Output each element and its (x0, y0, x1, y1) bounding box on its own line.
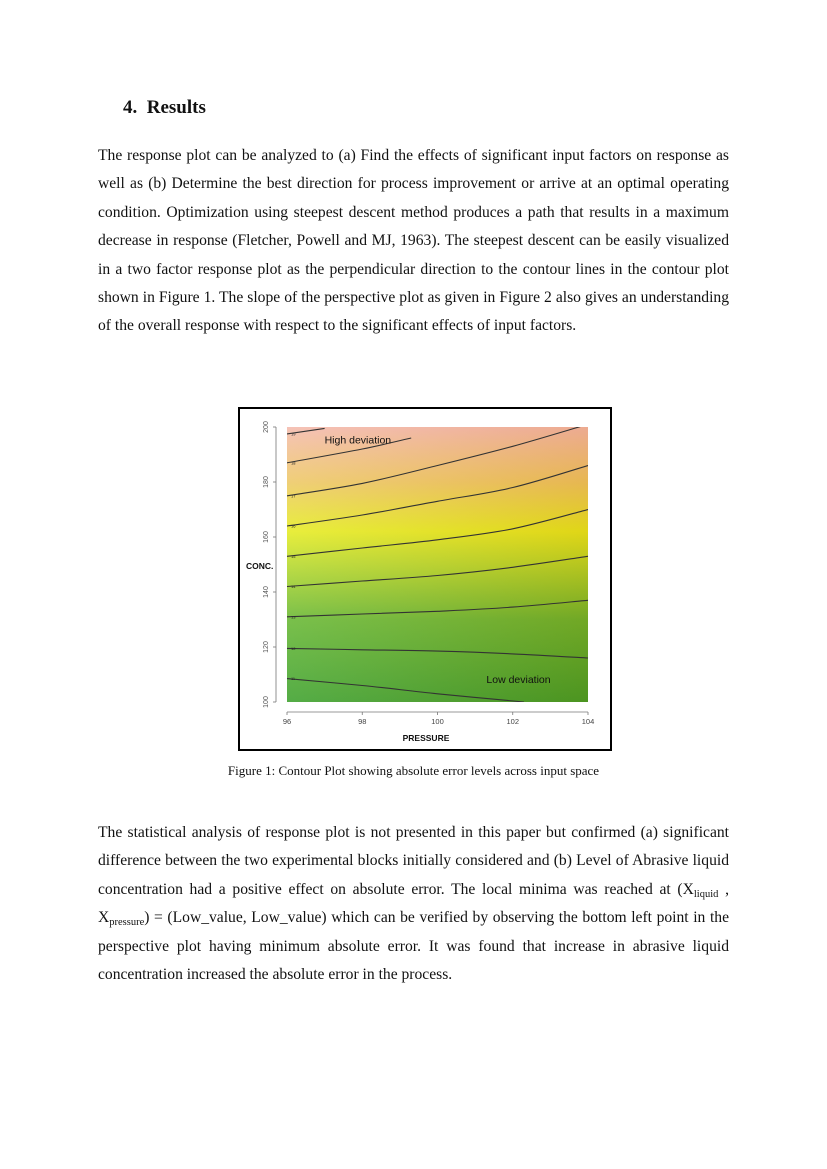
contour-label: 15 (291, 553, 296, 559)
section-number: 4. (123, 97, 138, 118)
y-tick-label: 140 (263, 586, 270, 598)
figure-1 (238, 407, 612, 751)
contour-plot (240, 409, 610, 749)
figure-caption: Figure 1: Contour Plot showing absolute error levels across input space (227, 763, 600, 778)
y-axis-label: CONC. (246, 561, 274, 571)
x-tick-label: 96 (282, 717, 292, 726)
subscript-pressure: pressure (109, 917, 145, 929)
response-surface-shading (287, 427, 588, 702)
x-axis-label: PRESSURE (402, 733, 450, 743)
x-tick-label: 104 (581, 717, 595, 726)
paragraph-2-separator: , X (98, 880, 730, 927)
paragraph-2-part2: ) = (Low_value, Low_value) which can be verified by observing the bottom left point in the perspective plot having minimum absolute error. It was found that increase in abrasive liquid concentration increased the absolute error in the process. (98, 909, 729, 984)
y-tick-label: 160 (263, 531, 270, 543)
contour-label: 12 (291, 645, 296, 651)
contour-label: 18 (291, 460, 296, 466)
y-tick-label: 180 (263, 476, 270, 488)
contour-label: 11 (291, 676, 296, 682)
x-tick-label: 98 (358, 717, 367, 726)
contour-label: 17 (291, 493, 296, 499)
paragraph-2 (98, 819, 729, 989)
y-tick-label: 200 (263, 421, 270, 433)
plot-annotation: Low deviation (486, 673, 551, 686)
section-title: Results (146, 97, 206, 118)
contour-label: 14 (291, 584, 296, 589)
contour-label: 19 (291, 431, 296, 437)
plot-annotation: High deviation (324, 434, 392, 447)
y-tick-label: 120 (263, 641, 270, 653)
x-tick-label: 102 (506, 717, 520, 726)
x-tick-label: 100 (431, 717, 444, 726)
section-heading (123, 97, 206, 119)
contour-label: 13 (291, 614, 296, 620)
paragraph-1: The response plot can be analyzed to (a) Find the effects of significant input factors on response as well as (b) Determine the best direction for process improvement or arrive at an optimal operating condition. Optimization using steepest descent method produces a path that results in a maximum decrease in response (Fletcher, Powell and MJ, 1963). The steepest descent can be easily visualized in a two factor response plot as the perpendicular direction to the contour lines in the contour plot shown in Figure 1. The slope of the perspective plot as given in Figure 2 also gives an understanding of the overall response with respect to the significant effects of input factors. (98, 147, 729, 335)
paragraph-2-part1: The statistical analysis of response plot is not presented in this paper but confirmed (a) significant difference between the two experimental blocks initially considered and (b) Level of Abrasive liquid concentration had a positive effect on absolute error. The local minima was reached at (X (98, 824, 729, 898)
contour-label: 16 (291, 523, 296, 529)
subscript-liquid: liquid (693, 888, 719, 900)
y-tick-label: 100 (263, 696, 270, 708)
